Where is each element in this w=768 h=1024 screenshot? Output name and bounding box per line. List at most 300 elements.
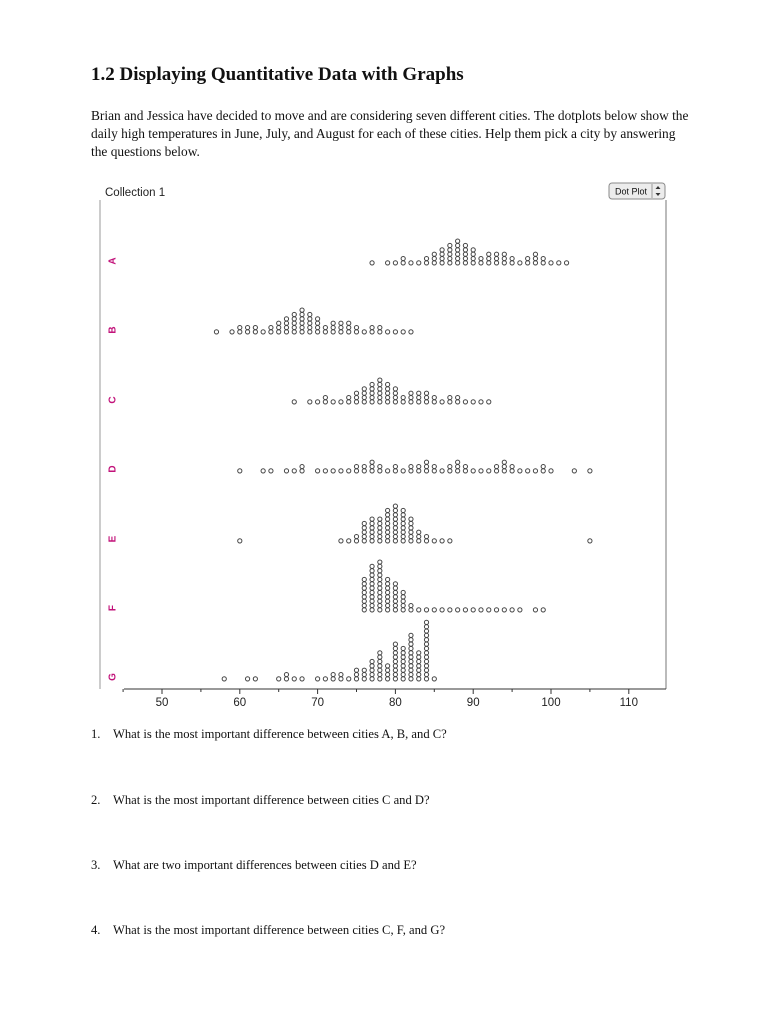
dot-e bbox=[378, 539, 382, 543]
dot-b bbox=[300, 312, 304, 316]
dot-b bbox=[292, 321, 296, 325]
dot-d bbox=[541, 469, 545, 473]
dot-g bbox=[417, 655, 421, 659]
dot-c bbox=[308, 400, 312, 404]
dot-b bbox=[347, 325, 351, 329]
dot-c bbox=[409, 391, 413, 395]
dot-g bbox=[409, 638, 413, 642]
dot-a bbox=[432, 252, 436, 256]
dot-b bbox=[409, 330, 413, 334]
dot-c bbox=[456, 400, 460, 404]
dot-b bbox=[238, 325, 242, 329]
dot-g bbox=[424, 651, 428, 655]
dot-b bbox=[253, 325, 257, 329]
dot-f bbox=[424, 608, 428, 612]
dot-a bbox=[424, 261, 428, 265]
dot-g bbox=[370, 664, 374, 668]
dot-d bbox=[269, 469, 273, 473]
dot-e bbox=[417, 534, 421, 538]
dot-b bbox=[308, 330, 312, 334]
dot-g bbox=[393, 659, 397, 663]
dot-d bbox=[533, 469, 537, 473]
dot-c bbox=[370, 387, 374, 391]
dot-a bbox=[432, 256, 436, 260]
dot-a bbox=[417, 261, 421, 265]
dot-f bbox=[541, 608, 545, 612]
dot-e bbox=[386, 530, 390, 534]
dot-d bbox=[362, 469, 366, 473]
dot-b bbox=[339, 330, 343, 334]
dot-c bbox=[393, 387, 397, 391]
dot-d bbox=[510, 469, 514, 473]
document-title: 1.2 Displaying Quantitative Data with Graphs bbox=[91, 64, 464, 85]
dot-f bbox=[370, 599, 374, 603]
dot-f bbox=[378, 573, 382, 577]
dot-d bbox=[292, 469, 296, 473]
x-tick-label: 50 bbox=[155, 697, 169, 708]
dot-b bbox=[300, 321, 304, 325]
dot-e bbox=[339, 539, 343, 543]
question-4 bbox=[91, 923, 445, 938]
dot-f bbox=[518, 608, 522, 612]
dot-f bbox=[386, 608, 390, 612]
dot-g bbox=[409, 659, 413, 663]
dot-b bbox=[323, 330, 327, 334]
dot-g bbox=[424, 664, 428, 668]
dot-g bbox=[409, 651, 413, 655]
dot-g bbox=[401, 646, 405, 650]
dot-e bbox=[409, 526, 413, 530]
dot-d bbox=[284, 469, 288, 473]
dot-e bbox=[417, 539, 421, 543]
dot-e bbox=[386, 526, 390, 530]
dot-b bbox=[292, 330, 296, 334]
dot-d bbox=[417, 464, 421, 468]
dot-g bbox=[401, 651, 405, 655]
dot-f bbox=[362, 608, 366, 612]
dot-a bbox=[471, 256, 475, 260]
dot-g bbox=[292, 677, 296, 681]
dot-a bbox=[471, 252, 475, 256]
dot-g bbox=[424, 620, 428, 624]
dot-e bbox=[238, 539, 242, 543]
dot-a bbox=[432, 261, 436, 265]
dot-a bbox=[510, 261, 514, 265]
dot-c bbox=[409, 400, 413, 404]
dot-e bbox=[378, 517, 382, 521]
question-3 bbox=[91, 858, 417, 873]
dot-c bbox=[331, 400, 335, 404]
dot-a bbox=[494, 252, 498, 256]
dot-g bbox=[409, 646, 413, 650]
dot-f bbox=[386, 590, 390, 594]
dot-c bbox=[424, 400, 428, 404]
dot-e bbox=[378, 530, 382, 534]
dot-a bbox=[448, 256, 452, 260]
collection-label: Collection 1 bbox=[105, 187, 166, 199]
dot-g bbox=[393, 642, 397, 646]
dot-e bbox=[378, 534, 382, 538]
dot-b bbox=[277, 321, 281, 325]
dotplot-svg bbox=[96, 178, 676, 708]
dot-e bbox=[393, 530, 397, 534]
dot-b bbox=[370, 325, 374, 329]
dot-b bbox=[284, 321, 288, 325]
dot-d bbox=[440, 469, 444, 473]
dot-e bbox=[409, 517, 413, 521]
dot-c bbox=[362, 395, 366, 399]
dot-a bbox=[463, 252, 467, 256]
dot-g bbox=[409, 668, 413, 672]
dot-b bbox=[323, 325, 327, 329]
dot-g bbox=[378, 672, 382, 676]
dot-c bbox=[393, 391, 397, 395]
dot-f bbox=[370, 586, 374, 590]
dot-f bbox=[386, 582, 390, 586]
dot-a bbox=[541, 256, 545, 260]
dot-g bbox=[393, 672, 397, 676]
dot-a bbox=[526, 261, 530, 265]
dot-c bbox=[347, 400, 351, 404]
dot-c bbox=[378, 378, 382, 382]
dot-g bbox=[401, 655, 405, 659]
dot-d bbox=[526, 469, 530, 473]
dot-f bbox=[370, 595, 374, 599]
dot-c bbox=[448, 395, 452, 399]
dot-d bbox=[354, 464, 358, 468]
question-number: 2. bbox=[91, 793, 101, 807]
dot-a bbox=[463, 261, 467, 265]
dot-e bbox=[370, 534, 374, 538]
city-label-a: A bbox=[107, 257, 119, 265]
dot-f bbox=[362, 595, 366, 599]
dot-b bbox=[284, 317, 288, 321]
dot-f bbox=[393, 603, 397, 607]
x-tick-label: 100 bbox=[541, 697, 561, 708]
dot-c bbox=[378, 382, 382, 386]
dot-a bbox=[456, 252, 460, 256]
dot-c bbox=[448, 400, 452, 404]
dot-e bbox=[401, 521, 405, 525]
dot-b bbox=[316, 330, 320, 334]
dot-d bbox=[456, 469, 460, 473]
dot-a bbox=[456, 248, 460, 252]
dot-f bbox=[378, 603, 382, 607]
dot-f bbox=[401, 590, 405, 594]
dot-e bbox=[386, 513, 390, 517]
dot-b bbox=[386, 330, 390, 334]
dot-d bbox=[463, 464, 467, 468]
dot-g bbox=[424, 629, 428, 633]
dot-e bbox=[401, 534, 405, 538]
dot-g bbox=[245, 677, 249, 681]
dot-b bbox=[401, 330, 405, 334]
dot-f bbox=[370, 582, 374, 586]
dot-b bbox=[378, 325, 382, 329]
dot-a bbox=[549, 261, 553, 265]
dot-e bbox=[401, 517, 405, 521]
dot-g bbox=[339, 672, 343, 676]
dot-e bbox=[370, 530, 374, 534]
dot-g bbox=[222, 677, 226, 681]
dot-g bbox=[386, 664, 390, 668]
dot-a bbox=[502, 252, 506, 256]
dot-b bbox=[300, 325, 304, 329]
dot-a bbox=[424, 256, 428, 260]
dot-d bbox=[339, 469, 343, 473]
dot-c bbox=[432, 395, 436, 399]
dot-d bbox=[518, 469, 522, 473]
dot-c bbox=[432, 400, 436, 404]
dot-e bbox=[386, 539, 390, 543]
dot-e bbox=[370, 517, 374, 521]
dot-g bbox=[401, 677, 405, 681]
intro-paragraph: Brian and Jessica have decided to move and are considering seven different cities. The dotplots below show the daily high temperatures in June, July, and August for each of these cities. Help them pick a city by answering the questions below. bbox=[91, 108, 689, 159]
dot-a bbox=[393, 261, 397, 265]
dot-e bbox=[378, 521, 382, 525]
dot-e bbox=[448, 539, 452, 543]
dot-f bbox=[393, 582, 397, 586]
dot-d bbox=[362, 464, 366, 468]
dot-d bbox=[541, 464, 545, 468]
dot-g bbox=[362, 677, 366, 681]
dot-g bbox=[386, 677, 390, 681]
dot-d bbox=[401, 469, 405, 473]
dot-g bbox=[409, 677, 413, 681]
dot-g bbox=[401, 668, 405, 672]
dot-c bbox=[362, 400, 366, 404]
x-axis-ticks bbox=[123, 689, 638, 708]
dot-c bbox=[417, 400, 421, 404]
dot-b bbox=[347, 330, 351, 334]
dot-g bbox=[424, 668, 428, 672]
dot-d bbox=[409, 464, 413, 468]
dot-f bbox=[386, 603, 390, 607]
dot-b bbox=[370, 330, 374, 334]
dot-g bbox=[424, 677, 428, 681]
dot-g bbox=[393, 646, 397, 650]
dot-f bbox=[378, 595, 382, 599]
dot-a bbox=[479, 261, 483, 265]
dot-e bbox=[409, 539, 413, 543]
dot-c bbox=[378, 387, 382, 391]
dot-g bbox=[393, 651, 397, 655]
dot-f bbox=[378, 608, 382, 612]
dot-g bbox=[378, 655, 382, 659]
dot-f bbox=[401, 595, 405, 599]
dot-a bbox=[487, 256, 491, 260]
dots-layer bbox=[214, 239, 592, 681]
dot-c bbox=[354, 391, 358, 395]
dot-d bbox=[378, 464, 382, 468]
dot-a bbox=[448, 261, 452, 265]
dot-g bbox=[354, 672, 358, 676]
dot-d bbox=[424, 460, 428, 464]
dot-a bbox=[494, 261, 498, 265]
dot-g bbox=[284, 672, 288, 676]
dot-g bbox=[409, 642, 413, 646]
dot-b bbox=[277, 325, 281, 329]
city-label-f: F bbox=[107, 604, 119, 612]
dot-g bbox=[316, 677, 320, 681]
x-tick-label: 70 bbox=[311, 697, 324, 708]
dot-c bbox=[362, 391, 366, 395]
dot-f bbox=[487, 608, 491, 612]
dot-a bbox=[456, 261, 460, 265]
dot-a bbox=[456, 243, 460, 247]
dot-a bbox=[541, 261, 545, 265]
dot-a bbox=[533, 252, 537, 256]
dot-f bbox=[370, 603, 374, 607]
dot-f bbox=[393, 586, 397, 590]
dot-e bbox=[386, 521, 390, 525]
dot-f bbox=[386, 595, 390, 599]
dot-b bbox=[308, 317, 312, 321]
dot-b bbox=[354, 325, 358, 329]
view-menu-label: Dot Plot bbox=[615, 186, 648, 197]
dot-d bbox=[370, 460, 374, 464]
dot-a bbox=[386, 261, 390, 265]
dot-b bbox=[269, 325, 273, 329]
dot-g bbox=[370, 659, 374, 663]
dot-b bbox=[316, 317, 320, 321]
dot-d bbox=[316, 469, 320, 473]
dot-d bbox=[370, 464, 374, 468]
dot-e bbox=[386, 517, 390, 521]
dot-f bbox=[502, 608, 506, 612]
dot-d bbox=[471, 469, 475, 473]
dot-g bbox=[284, 677, 288, 681]
dot-e bbox=[378, 526, 382, 530]
dot-f bbox=[378, 599, 382, 603]
dot-g bbox=[339, 677, 343, 681]
x-tick-label: 80 bbox=[389, 697, 402, 708]
dot-a bbox=[448, 243, 452, 247]
dot-f bbox=[456, 608, 460, 612]
dot-g bbox=[424, 655, 428, 659]
dot-e bbox=[362, 521, 366, 525]
dot-e bbox=[432, 539, 436, 543]
dot-f bbox=[440, 608, 444, 612]
dot-f bbox=[393, 595, 397, 599]
dot-d bbox=[238, 469, 242, 473]
dot-g bbox=[300, 677, 304, 681]
dot-e bbox=[588, 539, 592, 543]
dot-b bbox=[245, 325, 249, 329]
dot-a bbox=[440, 261, 444, 265]
dot-d bbox=[331, 469, 335, 473]
dot-b bbox=[362, 330, 366, 334]
dot-b bbox=[253, 330, 257, 334]
dot-f bbox=[432, 608, 436, 612]
dot-c bbox=[362, 387, 366, 391]
dot-e bbox=[362, 526, 366, 530]
dot-g bbox=[393, 655, 397, 659]
dot-a bbox=[518, 261, 522, 265]
dot-g bbox=[393, 664, 397, 668]
dot-c bbox=[386, 391, 390, 395]
dot-f bbox=[362, 582, 366, 586]
dot-c bbox=[378, 395, 382, 399]
dot-e bbox=[409, 534, 413, 538]
dot-c bbox=[378, 400, 382, 404]
dot-g bbox=[424, 646, 428, 650]
dot-g bbox=[378, 659, 382, 663]
dot-a bbox=[440, 252, 444, 256]
dot-a bbox=[510, 256, 514, 260]
dot-g bbox=[370, 668, 374, 672]
dot-d bbox=[502, 460, 506, 464]
question-text: What are two important differences between cities D and E? bbox=[113, 858, 417, 872]
dot-a bbox=[440, 248, 444, 252]
dot-g bbox=[424, 625, 428, 629]
dot-c bbox=[354, 400, 358, 404]
dot-e bbox=[401, 530, 405, 534]
dot-b bbox=[331, 330, 335, 334]
dot-f bbox=[393, 590, 397, 594]
dot-g bbox=[378, 664, 382, 668]
dot-f bbox=[370, 564, 374, 568]
dot-g bbox=[393, 677, 397, 681]
dot-d bbox=[393, 469, 397, 473]
dot-g bbox=[393, 668, 397, 672]
dot-d bbox=[572, 469, 576, 473]
dot-a bbox=[526, 256, 530, 260]
dot-b bbox=[277, 330, 281, 334]
dot-f bbox=[378, 564, 382, 568]
dot-c bbox=[479, 400, 483, 404]
dot-e bbox=[362, 534, 366, 538]
dot-c bbox=[316, 400, 320, 404]
dot-g bbox=[347, 677, 351, 681]
dot-d bbox=[494, 469, 498, 473]
dot-a bbox=[564, 261, 568, 265]
dot-c bbox=[370, 395, 374, 399]
dot-d bbox=[424, 469, 428, 473]
dot-c bbox=[440, 400, 444, 404]
view-menu-button[interactable] bbox=[609, 183, 665, 199]
dot-f bbox=[370, 573, 374, 577]
dot-d bbox=[370, 469, 374, 473]
dot-e bbox=[354, 539, 358, 543]
dot-e bbox=[362, 530, 366, 534]
dot-a bbox=[456, 239, 460, 243]
dot-e bbox=[417, 530, 421, 534]
dot-g bbox=[424, 638, 428, 642]
dot-e bbox=[393, 521, 397, 525]
dot-c bbox=[471, 400, 475, 404]
dot-b bbox=[269, 330, 273, 334]
dot-c bbox=[386, 382, 390, 386]
dotplot-chart bbox=[96, 178, 676, 708]
dot-e bbox=[409, 521, 413, 525]
dot-c bbox=[456, 395, 460, 399]
dot-a bbox=[479, 256, 483, 260]
dot-e bbox=[393, 539, 397, 543]
dot-f bbox=[409, 603, 413, 607]
dot-g bbox=[362, 668, 366, 672]
dot-a bbox=[448, 248, 452, 252]
dot-e bbox=[401, 539, 405, 543]
dot-e bbox=[370, 539, 374, 543]
dot-f bbox=[378, 590, 382, 594]
dot-a bbox=[463, 256, 467, 260]
dot-f bbox=[401, 603, 405, 607]
dot-f bbox=[370, 590, 374, 594]
dot-d bbox=[354, 469, 358, 473]
dot-c bbox=[393, 400, 397, 404]
dot-g bbox=[417, 677, 421, 681]
